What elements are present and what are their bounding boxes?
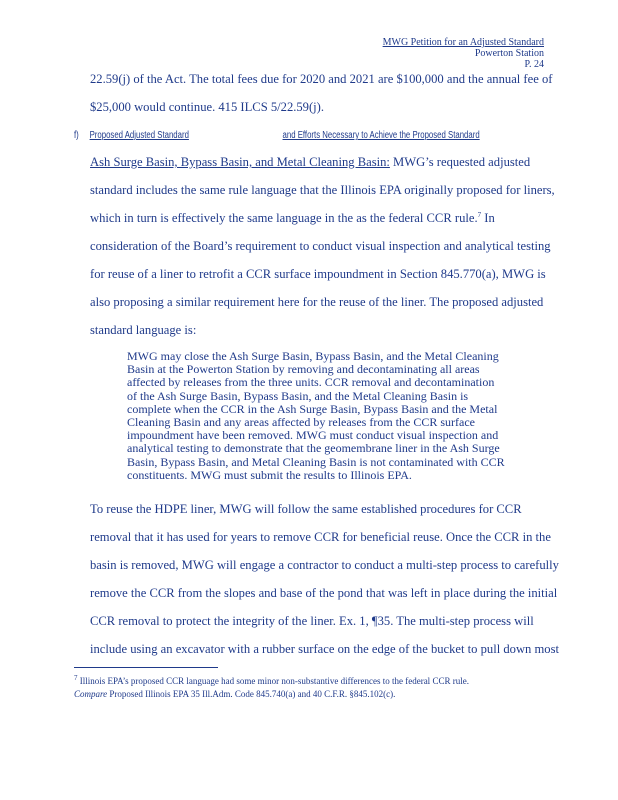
- paragraph-line: basin is removed, MWG will engage a contractor to conduct a multi-step process to carefully: [90, 558, 559, 572]
- footnote-reference[interactable]: 7: [477, 210, 482, 219]
- footnote-compare-signal: Compare: [74, 689, 108, 699]
- paragraph-line: standard language is:: [90, 323, 197, 337]
- body-text-span: MWG’s requested adjusted: [389, 155, 531, 169]
- quote-line: Basin, Bypass Basin, and Metal Cleaning Basin is not contaminated with CCR: [127, 454, 505, 469]
- footnote-number: 7: [74, 674, 78, 682]
- paragraph-line: include using an excavator with a rubber surface on the edge of the bucket to pull down most: [90, 642, 559, 656]
- header-page-number: P. 24: [524, 59, 544, 70]
- quote-line: Basin at the Powerton Station by removing and decontaminating all areas: [127, 362, 480, 377]
- footnote-line: [74, 675, 469, 688]
- paragraph-line: standard includes the same rule language that the Illinois EPA originally proposed for liners,: [90, 183, 555, 197]
- body-text-span: In: [481, 211, 495, 225]
- paragraph-line: for reuse of a liner to retrofit a CCR surface impoundment in Section 845.770(a), MWG is: [90, 267, 546, 281]
- footnote-divider: [74, 667, 218, 668]
- quote-line: constituents. MWG must submit the results to Illinois EPA.: [127, 467, 412, 482]
- paragraph-line: To reuse the HDPE liner, MWG will follow the same established procedures for CCR: [90, 502, 522, 516]
- section-heading: [74, 130, 480, 141]
- footnote: [74, 675, 469, 701]
- block-quote: [127, 350, 547, 482]
- footnote-line: [74, 688, 469, 701]
- paragraph-line: consideration of the Board’s requirement to conduct visual inspection and analytical testing: [90, 239, 551, 253]
- body-text-line: $25,000 would continue. 415 ILCS 5/22.59(j).: [90, 100, 325, 114]
- footnote-text: Proposed Illinois EPA 35 Ill.Adm. Code 845.740(a) and 40 C.F.R. §845.102(c).: [107, 689, 396, 699]
- quote-line: of the Ash Surge Basin, Bypass Basin, and the Metal Cleaning Basin is: [127, 388, 469, 403]
- paragraph-line: [90, 211, 495, 226]
- quote-line: MWG may close the Ash Surge Basin, Bypass Basin, and the Metal Cleaning: [127, 349, 499, 363]
- section-title-part2: and Efforts Necessary to Achieve the Proposed Standard: [282, 130, 480, 141]
- quote-line: analytical testing to demonstrate that the geomembrane liner in the Ash Surge: [127, 441, 500, 456]
- paragraph-line: remove the CCR from the slopes and base of the pond that was left in place during the initial: [90, 586, 558, 600]
- paragraph-line: also proposing a similar requirement here for the reuse of the liner. The proposed adjusted: [90, 295, 544, 309]
- paragraph-line: removal that it has used for years to remove CCR for beneficial reuse. Once the CCR in the: [90, 530, 551, 544]
- page-header: [383, 37, 544, 70]
- section-label: f): [74, 130, 79, 141]
- quote-line: impoundment have been removed. MWG must conduct visual inspection and: [127, 428, 499, 443]
- body-text-span: which in turn is effectively the same language in the as the federal CCR rule.: [90, 211, 478, 225]
- quote-line: affected by releases from the three units. CCR removal and decontamination: [127, 375, 495, 390]
- quote-line: complete when the CCR in the Ash Surge Basin, Bypass Basin and the Metal: [127, 401, 498, 416]
- quote-line: Cleaning Basin and any areas affected by releases from the CCR surface: [127, 415, 475, 430]
- paragraph-line: [90, 155, 530, 170]
- header-station-name: Powerton Station: [474, 48, 544, 59]
- footnote-text: Illinois EPA’s proposed CCR language had some minor non-substantive differences to the federal CCR rule.: [77, 676, 469, 686]
- basin-heading: Ash Surge Basin, Bypass Basin, and Metal Cleaning Basin:: [90, 155, 390, 169]
- body-text-line: 22.59(j) of the Act. The total fees due for 2020 and 2021 are $100,000 and the annual fee of: [90, 72, 553, 86]
- paragraph-line: CCR removal to protect the integrity of the liner. Ex. 1, ¶35. The multi-step process will: [90, 614, 534, 628]
- header-petition-title: MWG Petition for an Adjusted Standard: [382, 37, 544, 48]
- section-title-part1: Proposed Adjusted Standard: [89, 130, 189, 141]
